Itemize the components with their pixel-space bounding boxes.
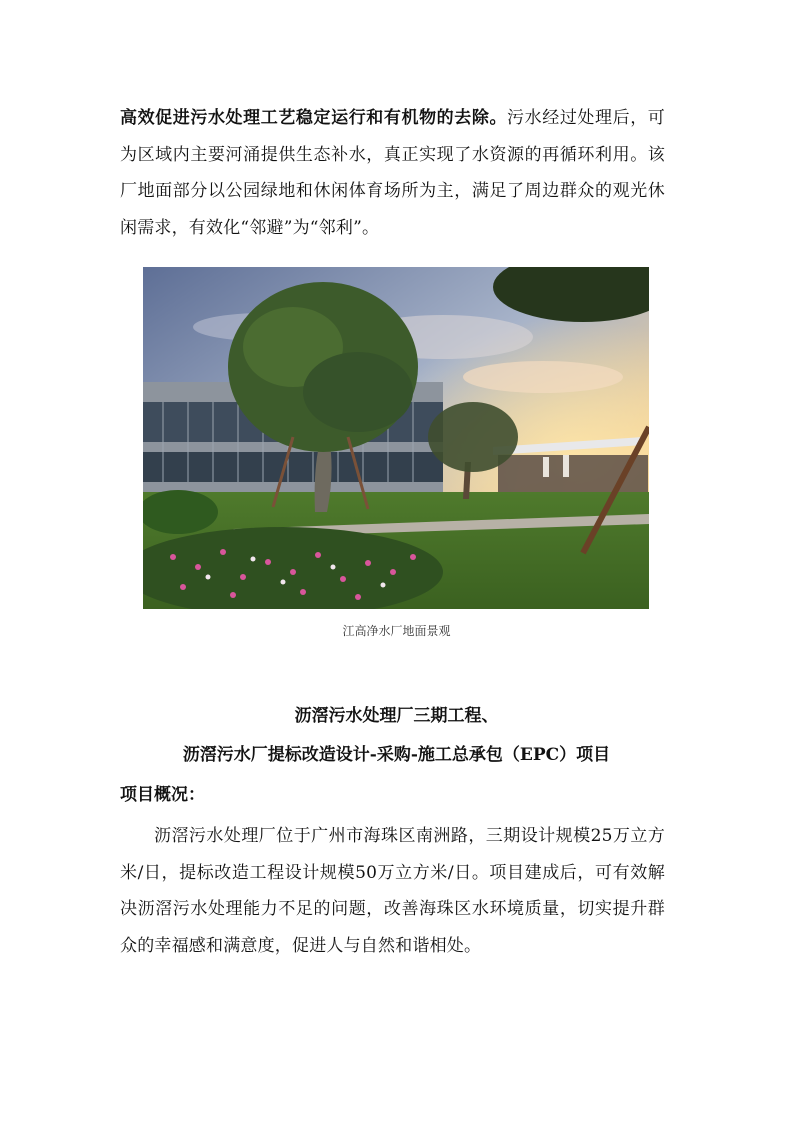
intro-text: 污水经过处理后，可为区域内主要河涌提供生态补水，真正实现了水资源的再循环利用。该厂地面部分以公园绿地和休闲体育场所为主，满足了周边群众的观光休闲需求，有效化“邻避”为“邻利”。: [120, 108, 665, 238]
project-title-line1: 沥滘污水处理厂三期工程、: [294, 706, 499, 726]
project-overview-text: 沥滘污水处理厂位于广州市海珠区南洲路，三期设计规模25万立方米/日，提标改造工程设计规模50万立方米/日。项目建成后，可有效解决沥滘污水处理能力不足的问题，改善海珠区水环境质量，切实提升群众的幸福感和满意度，促进人与自然和谐相处。: [120, 826, 665, 956]
intro-bold-lead: 高效促进污水处理工艺稳定运行和有机物的去除。: [120, 108, 508, 128]
photo-caption: 江高净水厂地面景观: [342, 624, 451, 638]
plant-landscape-photo: [143, 267, 649, 609]
project-overview-label: 项目概况：: [120, 785, 205, 805]
intro-paragraph: [120, 100, 665, 246]
project-title-line2: 沥滘污水厂提标改造设计-采购-施工总承包（EPC）项目: [182, 745, 611, 765]
